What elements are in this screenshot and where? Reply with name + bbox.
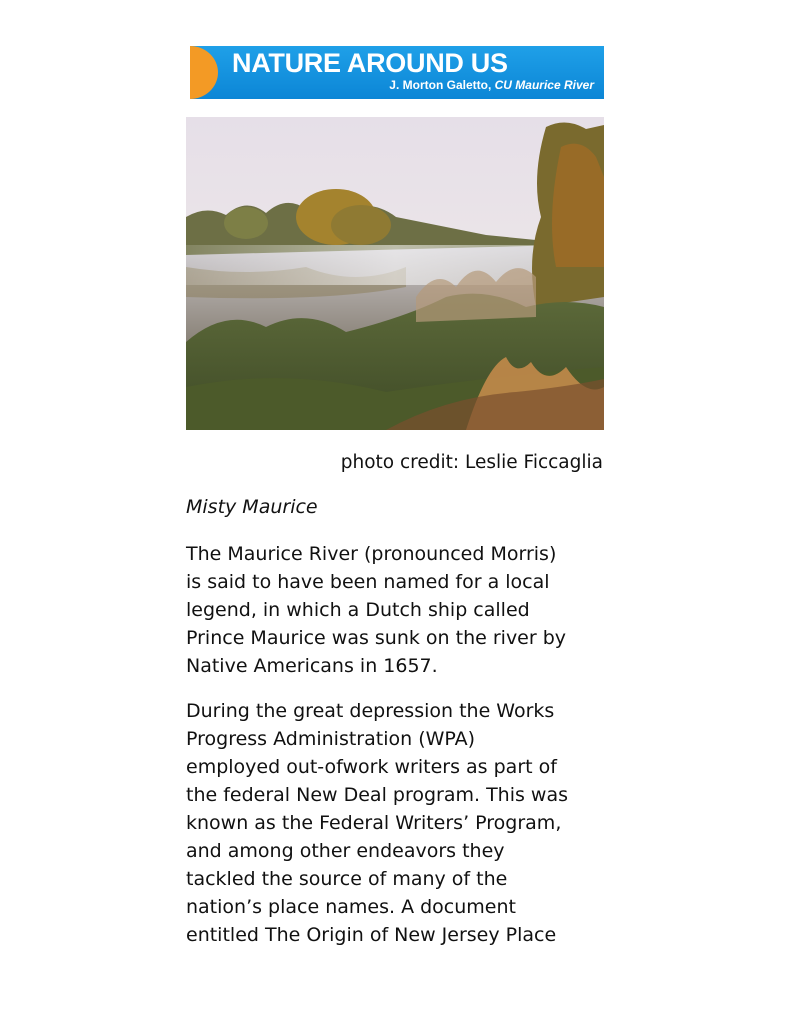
text-line: tackled the source of many of the	[186, 868, 508, 890]
text-line: During the great depression the Works	[186, 700, 555, 722]
text-line: nation’s place names. A document	[186, 896, 516, 918]
text-line: and among other endeavors they	[186, 840, 505, 862]
text-line: Native Americans in 1657.	[186, 655, 438, 677]
photo-caption: Misty Maurice	[186, 496, 318, 518]
river-photo	[186, 117, 604, 430]
photo-credit: photo credit: Leslie Ficcaglia	[340, 452, 603, 473]
text-line: The Maurice River (pronounced Morris)	[186, 543, 557, 565]
text-line: employed out-ofwork writers as part of	[186, 756, 557, 778]
text-line: is said to have been named for a local	[186, 571, 550, 593]
paragraph-wpa	[186, 697, 616, 949]
byline-author: J. Morton Galetto,	[389, 78, 492, 92]
banner-byline	[389, 78, 594, 92]
banner-accent	[190, 46, 220, 99]
header-banner	[190, 46, 604, 99]
banner-title: NATURE AROUND US	[232, 48, 508, 78]
text-line: entitled The Origin of New Jersey Place	[186, 924, 557, 946]
text-line: legend, in which a Dutch ship called	[186, 599, 530, 621]
text-line: Prince Maurice was sunk on the river by	[186, 627, 567, 649]
text-line: the federal New Deal program. This was	[186, 784, 569, 806]
paragraph-intro	[186, 540, 616, 680]
text-line: known as the Federal Writers’ Program,	[186, 812, 562, 834]
text-line: Progress Administration (WPA)	[186, 728, 476, 750]
byline-organization: CU Maurice River	[494, 78, 594, 92]
